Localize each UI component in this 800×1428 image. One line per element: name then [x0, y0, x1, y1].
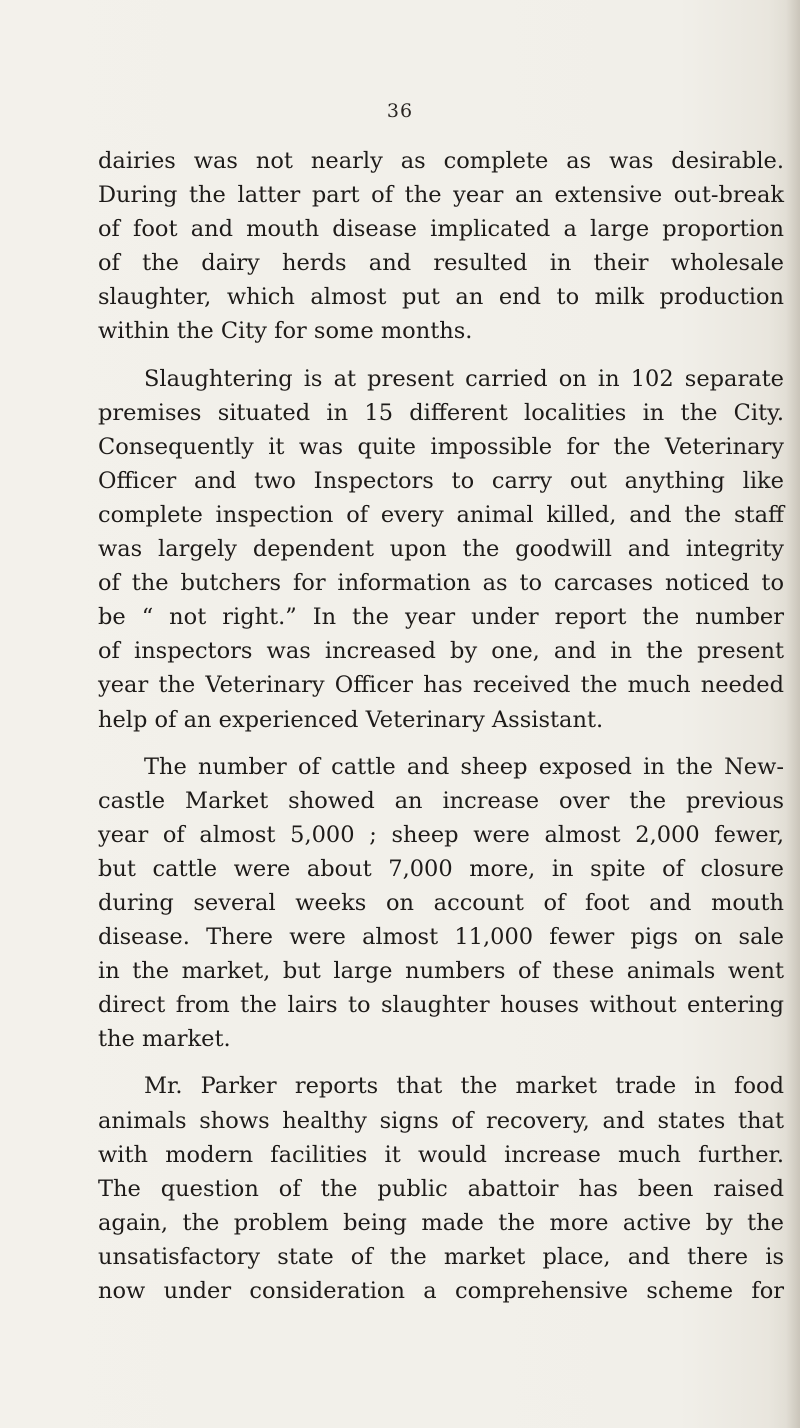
- text-line: Slaughtering is at present carried on in 102 separate: [144, 365, 784, 392]
- text-line: unsatisfactory state of the market place, and there is: [98, 1243, 784, 1270]
- text-line: slaughter, which almost put an end to milk production: [98, 284, 784, 311]
- text-line: Mr. Parker reports that the market trade in food: [144, 1073, 784, 1100]
- text-line: animals shows healthy signs of recovery, and states that: [98, 1107, 784, 1134]
- page-edge-shadow: [786, 0, 800, 1428]
- text-line: direct from the lairs to slaughter houses without entering: [98, 992, 784, 1019]
- text-line: within the City for some months.: [98, 318, 473, 345]
- text-line: the market.: [98, 1026, 231, 1053]
- paragraph-3: [98, 750, 784, 1057]
- text-line: of inspectors was increased by one, and in the present: [98, 638, 784, 665]
- text-line: of the dairy herds and resulted in their wholesale: [98, 250, 784, 277]
- text-line: premises situated in 15 different localities in the City.: [98, 399, 784, 426]
- page-number: 36: [386, 100, 414, 122]
- paragraph-2: [98, 362, 784, 737]
- text-line: disease. There were almost 11,000 fewer pigs on sale: [98, 924, 784, 951]
- paragraph-1: [98, 144, 784, 349]
- text-line: The question of the public abattoir has been raised: [98, 1175, 784, 1202]
- text-line: castle Market showed an increase over the previous: [98, 787, 784, 814]
- text-line: in the market, but large numbers of these animals went: [98, 958, 784, 985]
- text-line: again, the problem being made the more active by the: [98, 1209, 784, 1236]
- text-line: of foot and mouth disease implicated a large proportion: [98, 216, 784, 243]
- text-line: dairies was not nearly as complete as was desirable.: [98, 148, 784, 174]
- text-line: complete inspection of every animal killed, and the staff: [98, 501, 784, 528]
- text-line: with modern facilities it would increase much further.: [98, 1141, 784, 1168]
- text-line: year of almost 5,000 ; sheep were almost 2,000 fewer,: [98, 821, 784, 848]
- text-line: of the butchers for information as to carcases noticed to: [98, 570, 784, 597]
- text-line: was largely dependent upon the goodwill and integrity: [98, 536, 784, 563]
- paragraph-4: [98, 1069, 784, 1308]
- text-line: but cattle were about 7,000 more, in spite of closure: [98, 855, 784, 882]
- text-line: be “ not right.” In the year under report the number: [98, 604, 784, 631]
- text-line: Consequently it was quite impossible for the Veterinary: [98, 433, 784, 460]
- text-line: Officer and two Inspectors to carry out anything like: [98, 467, 784, 494]
- text-line: The number of cattle and sheep exposed in the New-: [144, 753, 784, 780]
- body-text: [98, 144, 784, 1308]
- text-line: year the Veterinary Officer has received the much needed: [98, 672, 784, 699]
- text-line: During the latter part of the year an extensive out-break: [98, 182, 784, 209]
- text-line: now under consideration a comprehensive scheme for: [98, 1278, 784, 1304]
- text-line: help of an experienced Veterinary Assistant.: [98, 706, 604, 733]
- text-line: during several weeks on account of foot and mouth: [98, 889, 784, 916]
